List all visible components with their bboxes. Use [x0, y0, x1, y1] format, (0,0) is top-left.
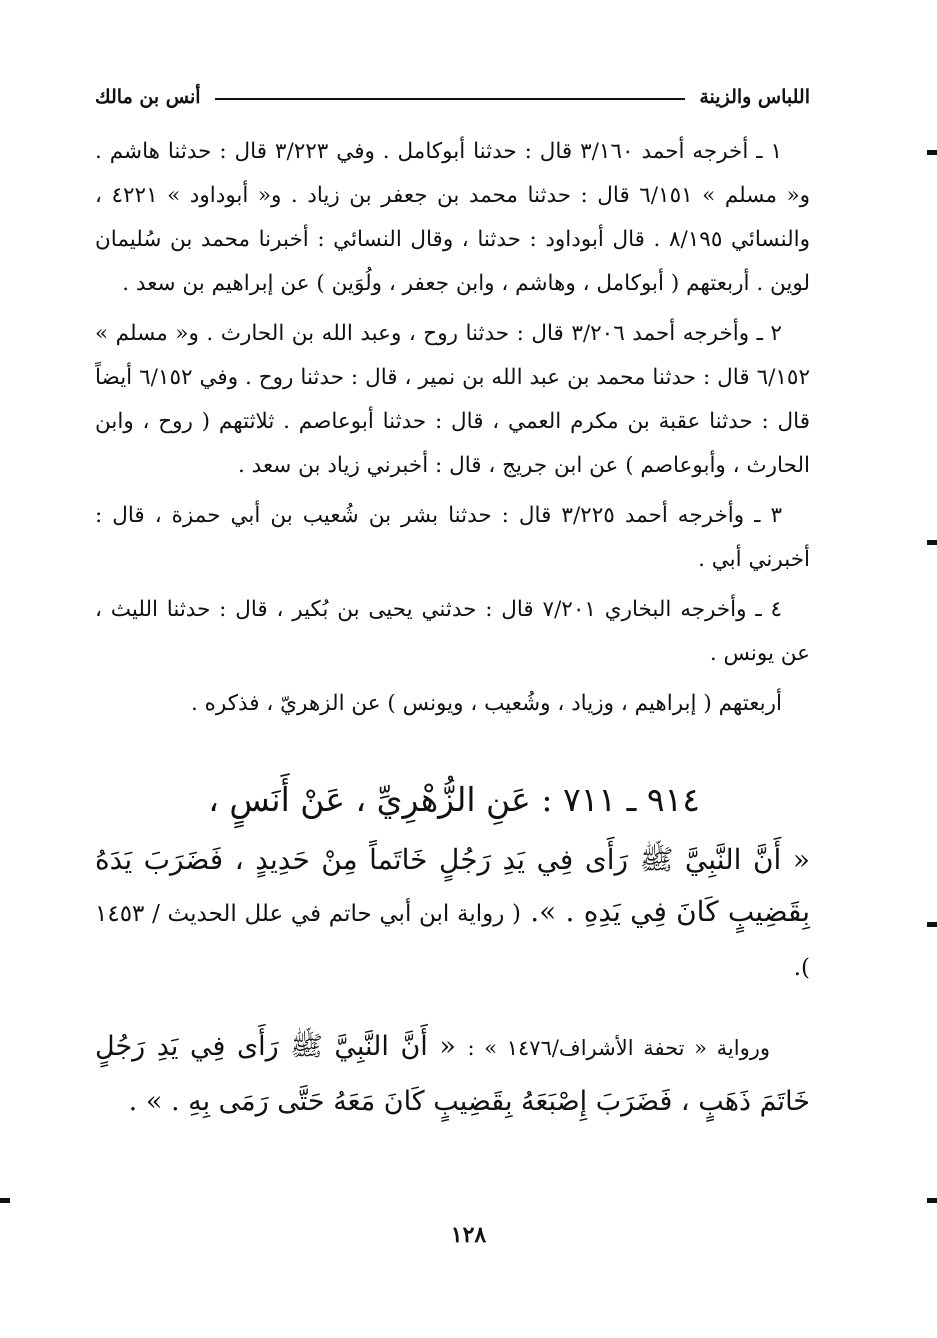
footnote-summary: أربعتهم ( إبراهيم ، وزياد ، وشُعيب ، ويونس ) عن الزهريّ ، فذكره .	[190, 691, 782, 716]
margin-mark	[927, 1198, 937, 1203]
header-rule	[215, 98, 686, 100]
footnotes	[95, 130, 810, 726]
hadith-source-note: ( رواية ابن أبي حاتم في علل الحديث / ١٤٥٣ ).	[95, 901, 810, 981]
footnote-4: ٤ ـ وأخرجه البخاري ٧/٢٠١ قال : حدثني يحيى بن بُكير ، قال : حدثنا الليث ، عن يونس .	[95, 597, 810, 666]
margin-mark	[0, 1198, 10, 1203]
variant-text: « أَنَّ النَّبِيَّ ﷺ رَأَى فِي يَدِ رَجُلٍ خَاتَمَ ذَهَبٍ ، فَضَرَبَ إِصْبَعَهُ بِقَضِيبٍ كَانَ مَعَهُ حَتَّى رَمَى بِهِ . » .	[95, 1031, 810, 1117]
footnote-3: ٣ ـ وأخرجه أحمد ٣/٢٢٥ قال : حدثنا بشر بن شُعيب بن أبي حمزة ، قال : أخبرني أبي .	[95, 503, 810, 572]
margin-mark	[927, 150, 937, 155]
page-number: ١٢٨	[450, 1222, 487, 1248]
book-page	[95, 80, 810, 1156]
running-header	[95, 80, 810, 114]
footnote-1: ١ ـ أخرجه أحمد ٣/١٦٠ قال : حدثنا أبوكامل . وفي ٣/٢٢٣ قال : حدثنا هاشم . و« مسلم » ٦/١٥١ قال : حدثنا محمد بن جعفر بن زياد . و« أبوداود » ٤٢٢١ ، والنسائي ٨/١٩٥ . قال أبوداود : حدثنا ، وقال النسائي : أخبرنا محمد بن سُليمان لوين . أربعتهم ( أبوكامل ، وهاشم ، وابن جعفر ، ولُوَين ) عن إبراهيم بن سعد .	[95, 139, 810, 296]
section-title: أنس بن مالك	[95, 86, 201, 108]
hadith-variant	[95, 1020, 810, 1129]
margin-mark	[927, 922, 937, 927]
variant-intro: ورواية « تحفة الأشراف/١٤٧٦ » :	[467, 1036, 770, 1060]
hadith-matn: « أَنَّ النَّبِيَّ ﷺ رَأَى فِي يَدِ رَجُلٍ خَاتَماً مِنْ حَدِيدٍ ، فَضَرَبَ يَدَهُ بِقَضِيبٍ كَانَ فِي يَدِهِ . ».	[95, 843, 810, 928]
book-title: اللباس والزينة	[699, 86, 810, 108]
hadith-text	[95, 834, 810, 994]
hadith-heading: ٩١٤ ـ ٧١١ : عَنِ الزُّهْرِيِّ ، عَنْ أَنَسٍ ،	[208, 780, 700, 819]
footnote-2: ٢ ـ وأخرجه أحمد ٣/٢٠٦ قال : حدثنا روح ، وعبد الله بن الحارث . و« مسلم » ٦/١٥٢ قال : حدثنا محمد بن عبد الله بن نمير ، قال : حدثنا روح . وفي ٦/١٥٢ أيضاً قال : حدثنا عقبة بن مكرم العمي ، قال : حدثنا أبوعاصم . ثلاثتهم ( روح ، وابن الحارث ، وأبوعاصم ) عن ابن جريج ، قال : أخبرني زياد بن سعد .	[95, 321, 810, 478]
margin-mark	[927, 540, 937, 545]
